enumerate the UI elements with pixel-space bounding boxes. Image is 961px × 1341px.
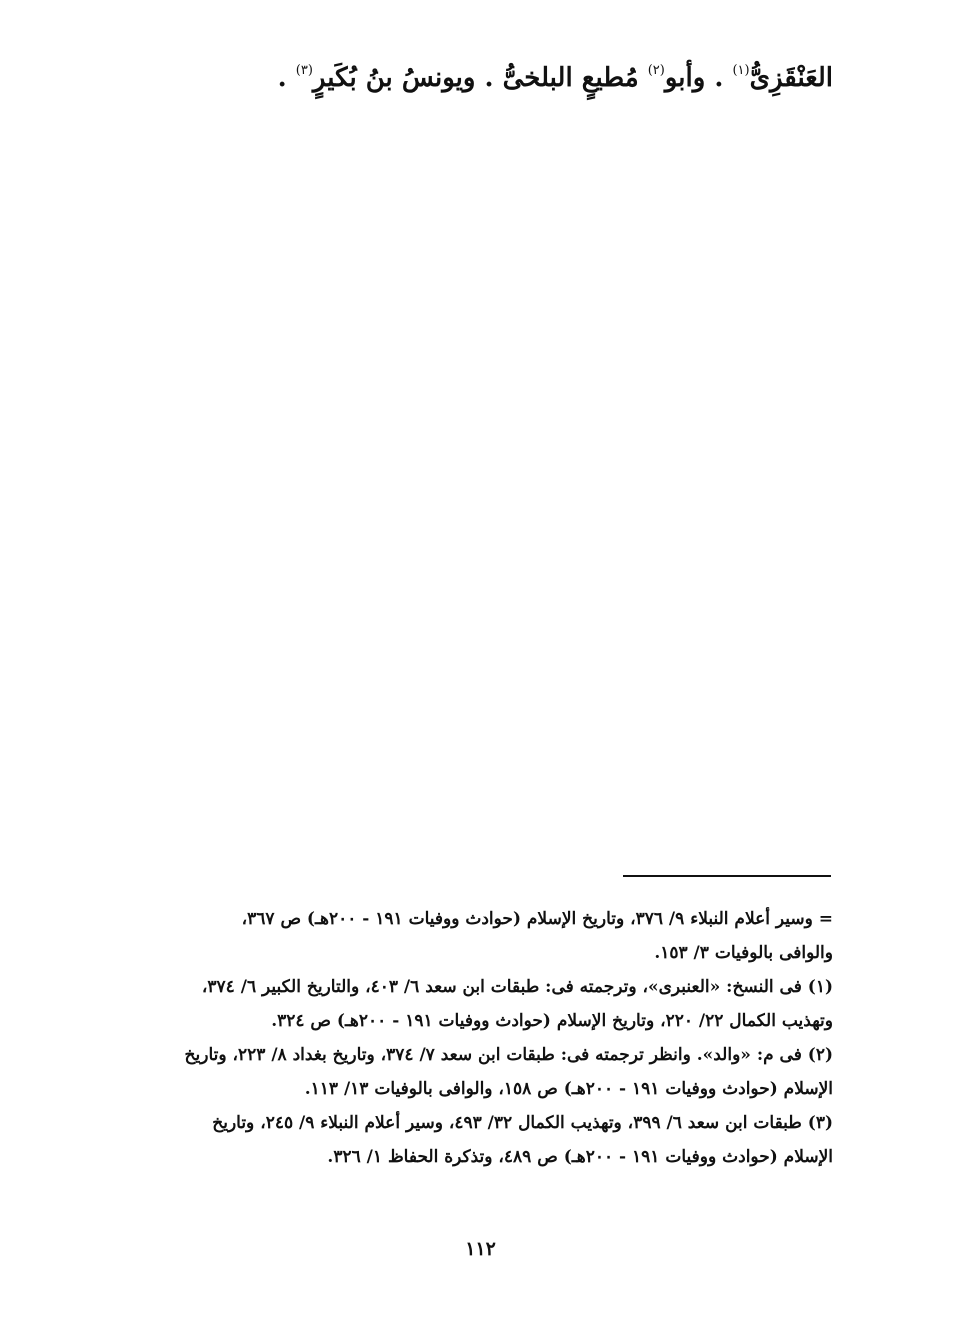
footnote-divider (623, 875, 831, 877)
footnote-1 (121, 970, 833, 1038)
main-text-line (123, 62, 833, 96)
separator-1: . (705, 63, 733, 93)
footnote-ref-3: (٣) (295, 63, 313, 78)
narrator-name-3: ويونسُ بنُ بُكَيرٍ (312, 63, 476, 93)
footnote-line: الإسلام (حوادث ووفيات ١٩١ - ٢٠٠هـ) ص ٤٨٩، وتذكرة الحفاظ ١/ ٣٢٦. (327, 1147, 833, 1167)
footnote-line: = وسير أعلام النبلاء ٩/ ٣٧٦، وتاريخ الإسلام (حوادث ووفيات ١٩١ - ٢٠٠هـ) ص ٣٦٧، (241, 909, 833, 929)
footnote-line: (٣) طبقات ابن سعد ٦/ ٣٩٩، وتهذيب الكمال ٣٢/ ٤٩٣، وسير أعلام النبلاء ٩/ ٢٤٥، وتاريخ (212, 1113, 833, 1133)
end-mark: . (277, 63, 296, 93)
footnote-ref-2: (٢) (647, 63, 665, 78)
footnote-line: وتهذيب الكمال ٢٢/ ٢٢٠، وتاريخ الإسلام (حوادث ووفيات ١٩١ - ٢٠٠هـ) ص ٣٢٤. (271, 1011, 833, 1031)
footnote-line: (٢) فى م: «والد». وانظر ترجمته فى: طبقات ابن سعد ٧/ ٣٧٤، وتاريخ بغداد ٨/ ٢٢٣، وتاريخ (184, 1045, 833, 1065)
footnote-continued (121, 902, 833, 970)
footnote-2 (121, 1038, 833, 1106)
footnote-ref-1: (١) (732, 63, 750, 78)
narrator-name-1: العَنْقَزِىُّ (749, 63, 833, 93)
footnote-3 (121, 1106, 833, 1174)
narrator-name-2-cont: مُطيعٍ البلخىُّ (502, 63, 648, 93)
narrator-name-2: وأبو (664, 63, 706, 93)
footnote-line: (١) فى النسخ: «العنبرى»، وترجمته فى: طبقات ابن سعد ٦/ ٤٠٣، والتاريخ الكبير ٦/ ٣٧٤، (201, 977, 833, 997)
footnote-line: الإسلام (حوادث ووفيات ١٩١ - ٢٠٠هـ) ص ١٥٨، والوافى بالوفيات ١٣/ ١١٣. (304, 1079, 833, 1099)
separator-2: . (475, 63, 503, 93)
footnote-line: والوافى بالوفيات ٣/ ١٥٣. (654, 943, 833, 963)
footnotes-section (121, 902, 833, 1174)
page-number: ١١٢ (465, 1238, 496, 1260)
